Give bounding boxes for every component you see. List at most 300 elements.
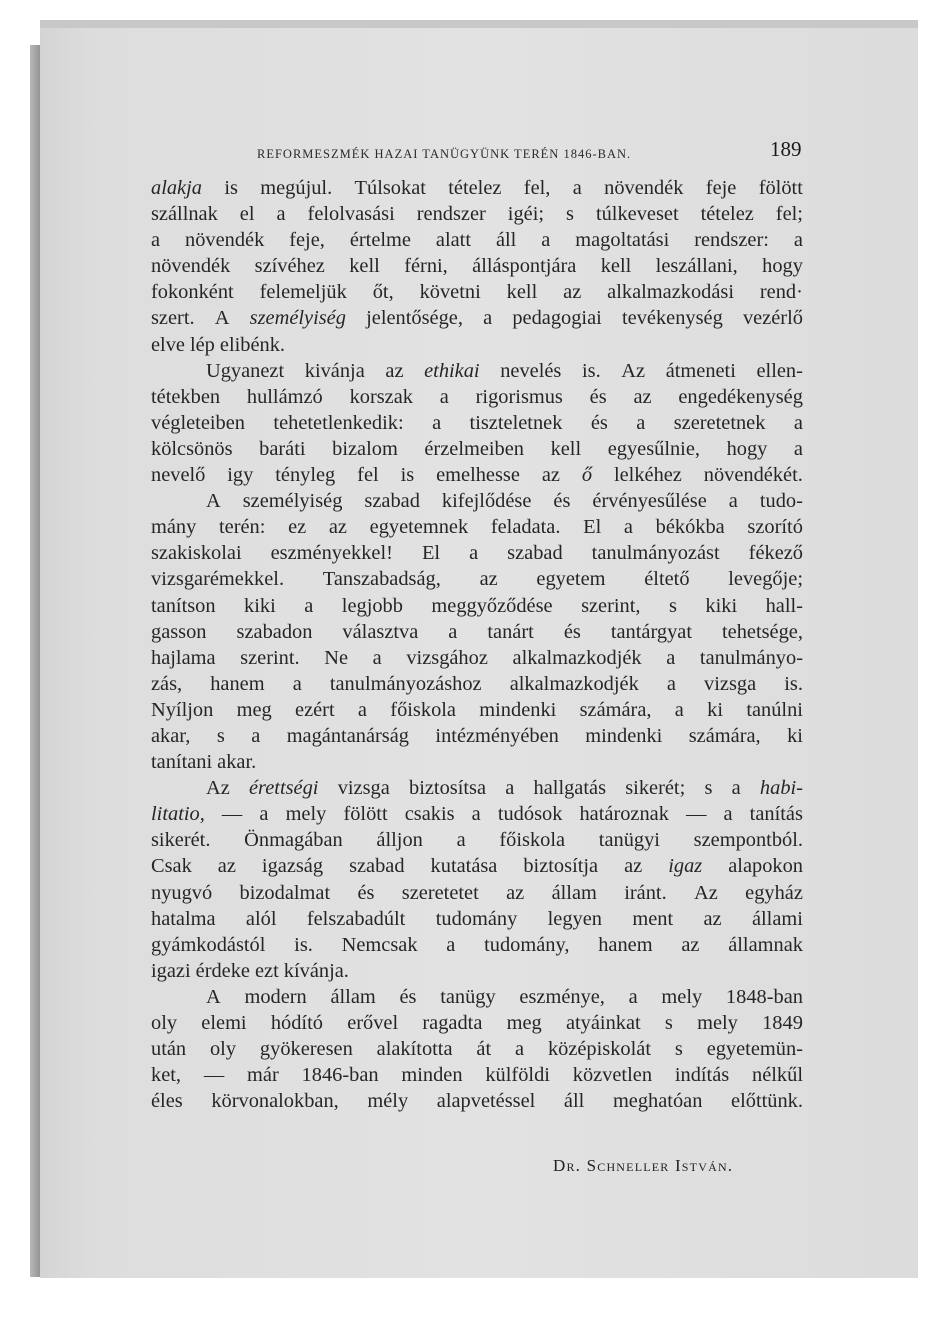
word: magántanárság <box>286 724 409 747</box>
word: körvonalokban, <box>211 1090 339 1113</box>
word: tehetsége, <box>722 620 803 643</box>
word: hatalma <box>151 907 216 930</box>
word: végleteiben <box>151 411 245 434</box>
word: rigorismus <box>475 385 563 408</box>
word: rendszer: <box>694 229 769 252</box>
word: levegője; <box>728 568 803 591</box>
page-number: 189 <box>770 137 802 161</box>
word: őt, <box>372 281 394 304</box>
word: Az <box>206 777 230 800</box>
word: alapvetéssel <box>436 1090 536 1113</box>
word: a <box>541 229 551 252</box>
italic-word: igaz <box>668 855 703 878</box>
word: álljon <box>376 829 423 852</box>
word: szeretetnek <box>673 411 766 434</box>
text-line <box>151 201 803 227</box>
word: közvetlen <box>572 1064 653 1087</box>
word: — <box>221 803 243 826</box>
word: tételez <box>448 177 502 199</box>
word: hanem <box>210 672 265 695</box>
text-line <box>151 749 803 775</box>
word: Túlsokat <box>354 177 426 199</box>
word: jelentősége, <box>366 307 463 330</box>
word: fölött <box>343 803 388 826</box>
word: szabad <box>507 542 563 565</box>
text-line <box>151 880 803 906</box>
text-line <box>151 566 803 592</box>
word: szabad <box>349 855 405 878</box>
word: baráti <box>259 437 306 460</box>
word: akar, <box>151 724 191 747</box>
word: az <box>541 464 560 487</box>
word: igy <box>227 464 254 487</box>
word: a <box>439 385 449 408</box>
word: nyugvó <box>151 881 213 904</box>
word: a <box>636 411 646 434</box>
text-line <box>151 697 803 723</box>
word: ezt <box>254 959 279 982</box>
word: a <box>666 646 676 669</box>
word: oly <box>151 1012 178 1034</box>
word: tantárgyat <box>610 620 692 643</box>
word: és <box>590 411 608 434</box>
word: tanulmányozáshoz <box>329 672 482 695</box>
word: tevékenység <box>621 307 723 330</box>
word: számára, <box>688 724 761 747</box>
text-line <box>151 827 803 853</box>
word: intézményében <box>435 724 559 747</box>
word: magoltatási <box>575 229 670 252</box>
word: az <box>217 855 236 878</box>
word: iránt. <box>624 881 667 904</box>
word: meggyőződése <box>431 594 553 617</box>
word: tudósok <box>497 803 563 826</box>
word: zás, <box>151 672 183 695</box>
word: 1846-ban <box>301 1064 379 1087</box>
text-line <box>151 1062 803 1088</box>
word: a <box>723 803 733 826</box>
word: kivánja <box>304 359 365 382</box>
word: alól <box>245 907 277 930</box>
word: át <box>476 1038 492 1061</box>
word: sikerét; <box>625 777 686 800</box>
text-line <box>151 593 803 619</box>
word: külföldi <box>485 1064 550 1087</box>
word: államnak <box>728 933 803 956</box>
word: átmeneti <box>665 359 736 382</box>
word: és <box>563 620 581 643</box>
italic-word: habi- <box>759 777 803 800</box>
word: szert. <box>151 307 195 330</box>
word: egyház <box>745 881 803 904</box>
word: mely <box>697 1012 738 1034</box>
word: elve <box>151 333 185 356</box>
word: is. <box>784 672 803 695</box>
word: felemeljük <box>259 281 347 304</box>
text-line <box>151 958 803 984</box>
word: éles <box>151 1090 183 1113</box>
word: mely <box>661 985 703 1008</box>
word: leszállani, <box>655 255 738 278</box>
word: szakiskolai <box>151 542 242 565</box>
word: alkalmazkodjék <box>512 646 642 669</box>
word: ket, <box>151 1064 182 1087</box>
word: Ne <box>324 646 349 669</box>
text-line <box>151 853 803 879</box>
word: fel, <box>523 177 551 199</box>
word: alapokon <box>728 855 803 878</box>
word: hogy <box>762 255 803 278</box>
word: igéi; <box>507 203 545 226</box>
word: ez <box>288 516 307 539</box>
word: kell <box>506 281 538 304</box>
word: elemi <box>201 1012 247 1034</box>
word: alakította <box>376 1038 453 1061</box>
word: a <box>448 620 458 643</box>
word: az <box>385 359 404 382</box>
word: érdeke <box>195 959 250 982</box>
word: tehetetlenkedik: <box>273 411 404 434</box>
word: egyetemnek <box>369 516 469 539</box>
word: el <box>239 203 255 226</box>
word: legyen <box>547 907 602 930</box>
text-line <box>151 540 803 566</box>
word: Nemcsak <box>341 933 418 956</box>
word: álláspontjára <box>472 255 577 278</box>
text-line <box>151 384 803 410</box>
word: meg <box>236 698 272 721</box>
italic-word: alakja <box>151 177 202 199</box>
word: fölött <box>758 177 803 199</box>
word: a <box>292 672 302 695</box>
text-line <box>151 227 803 253</box>
word: főiskola <box>499 829 566 852</box>
word: hogy <box>726 437 768 460</box>
word: Tanszabadság, <box>322 568 441 591</box>
italic-word: litatio, <box>151 803 205 826</box>
word: szállnak <box>151 203 218 226</box>
word: nevelés <box>500 359 562 382</box>
word: tanítás <box>749 803 803 826</box>
word: a <box>793 437 803 460</box>
word: a <box>471 803 481 826</box>
word: bizalom <box>332 437 398 460</box>
word: egyesűlnie, <box>607 437 700 460</box>
word: az <box>703 907 722 930</box>
word: fékező <box>748 542 803 565</box>
word: tudo- <box>759 490 803 513</box>
word: lép <box>189 333 215 356</box>
word: a <box>731 777 741 800</box>
word: egyetem <box>536 568 606 591</box>
word: a <box>623 516 633 539</box>
word: számára, <box>579 698 652 721</box>
word: a <box>505 777 515 800</box>
word: tanulmányozást <box>591 542 720 565</box>
word: hanem <box>598 933 653 956</box>
word: éltető <box>644 568 690 591</box>
word: kell <box>600 255 632 278</box>
word: kívánja. <box>283 959 349 982</box>
word: az <box>624 855 643 878</box>
text-line <box>151 1036 803 1062</box>
word: oly <box>209 1038 237 1061</box>
word: az <box>563 281 582 304</box>
text-line <box>151 932 803 958</box>
word: érzelmeiben <box>424 437 524 460</box>
word: a <box>151 229 161 252</box>
word: értelme <box>349 229 411 252</box>
word: alkalmazkodási <box>607 281 734 304</box>
word: s <box>704 777 713 800</box>
word: feladata. <box>490 516 561 539</box>
word: 1849 <box>762 1012 803 1034</box>
text-line <box>151 671 803 697</box>
word: választva <box>342 620 419 643</box>
word: eszménye, <box>519 985 605 1008</box>
word: a <box>357 698 367 721</box>
text-line <box>151 436 803 462</box>
text-line <box>151 1088 803 1114</box>
word: kiki <box>705 594 738 617</box>
word: — <box>686 803 707 826</box>
word: minden <box>401 1064 463 1087</box>
word: a <box>469 542 479 565</box>
word: terén: <box>218 516 266 539</box>
word: 1848-ban <box>725 985 803 1008</box>
word: A <box>206 490 221 513</box>
word: A <box>214 307 230 330</box>
word: és <box>357 881 375 904</box>
word: mindenki <box>479 698 557 721</box>
word: tiszteletnek <box>469 411 563 434</box>
text-line <box>151 1010 803 1036</box>
word: vezérlő <box>742 307 803 330</box>
word: hall- <box>765 594 803 617</box>
word: Csak <box>151 855 192 878</box>
word: szeretetet <box>401 881 479 904</box>
word: sikerét. <box>151 829 211 852</box>
word: gyökeresen <box>259 1038 353 1061</box>
word: szerint. <box>240 646 300 669</box>
word: legjobb <box>341 594 403 617</box>
word: Az <box>694 881 718 904</box>
word: is <box>224 177 238 199</box>
text-line <box>151 984 803 1010</box>
word: szabad <box>364 490 420 513</box>
word: hajlama <box>151 646 216 669</box>
word: is. <box>294 933 313 956</box>
text-line <box>151 723 803 749</box>
word: gasson <box>151 620 207 643</box>
word: vizsga <box>337 777 390 800</box>
word: ki <box>787 724 803 747</box>
word: egyetemün- <box>706 1038 803 1061</box>
word: nevelő <box>151 464 206 487</box>
word: érvényesűlése <box>592 490 707 513</box>
italic-word: személyiség <box>249 307 346 330</box>
word: ellen- <box>756 359 803 382</box>
text-line <box>151 332 803 358</box>
word: túlkeveset <box>595 203 679 226</box>
word: feje, <box>289 229 325 252</box>
word: hódító <box>270 1012 323 1034</box>
word: ragadta <box>422 1012 483 1034</box>
word: személyiség <box>242 490 343 513</box>
word: az <box>479 568 498 591</box>
word: eszményekkel! <box>270 542 393 565</box>
word: a <box>304 594 314 617</box>
word: a <box>728 490 738 513</box>
word: gyámkodástól <box>151 933 266 956</box>
word: meghatóan <box>612 1090 703 1113</box>
word: középiskolát <box>547 1038 651 1061</box>
word: felolvasási <box>307 203 395 226</box>
word: követni <box>419 281 481 304</box>
word: növendék <box>151 255 231 278</box>
text-line <box>151 253 803 279</box>
word: — <box>203 1064 225 1087</box>
word: az <box>506 881 525 904</box>
word: már <box>247 1064 279 1087</box>
word: előttünk. <box>731 1090 803 1113</box>
word: tanítson <box>151 594 216 617</box>
word: a <box>793 229 803 252</box>
word: a <box>628 985 638 1008</box>
word: tanügy <box>440 985 496 1008</box>
word: Ugyanezt <box>206 359 285 382</box>
word: s <box>674 1038 683 1061</box>
word: is <box>400 464 415 487</box>
text-line <box>151 410 803 436</box>
word: a <box>456 829 466 852</box>
running-head: REFORMESZMÉK HAZAI TANÜGYÜNK TERÉN 1846-BAN. <box>257 147 632 161</box>
word: igazság <box>261 855 324 878</box>
word: a <box>666 672 676 695</box>
word: és <box>399 985 417 1008</box>
word: megújul. <box>260 177 333 199</box>
word: mány <box>151 516 197 539</box>
word: áll <box>563 1090 585 1113</box>
word: nélkűl <box>752 1064 803 1087</box>
word: kell <box>550 437 582 460</box>
word: Önmagában <box>244 829 343 852</box>
word: tanúlni <box>746 698 803 721</box>
word: mindenki <box>585 724 663 747</box>
word: növendék <box>604 177 684 199</box>
word: férni, <box>404 255 448 278</box>
word: állam <box>330 985 376 1008</box>
word: és <box>589 385 607 408</box>
word: tudomány <box>435 907 518 930</box>
paper-top-edge <box>40 20 918 28</box>
word: engedékenység <box>678 385 803 408</box>
word: tétekben <box>151 385 221 408</box>
word: kölcsönös <box>151 437 233 460</box>
text-line <box>151 488 803 514</box>
word: s <box>664 1012 673 1034</box>
word: atyáinkat <box>565 1012 641 1034</box>
word: biztosítsa <box>409 777 487 800</box>
text-line <box>151 775 803 801</box>
word: a <box>572 177 582 199</box>
word: békókba <box>655 516 725 539</box>
word: szívéhez <box>254 255 325 278</box>
word: fel <box>357 464 379 487</box>
text-line <box>151 279 803 305</box>
word: szerint, <box>581 594 641 617</box>
word: mely <box>285 803 327 826</box>
word: indítás <box>674 1064 730 1087</box>
word: szempontból. <box>693 829 803 852</box>
word: és <box>553 490 571 513</box>
word: erővel <box>347 1012 399 1034</box>
word: után <box>151 1038 187 1061</box>
word: hullámzó <box>246 385 323 408</box>
text-line <box>151 462 803 488</box>
text-line <box>151 801 803 827</box>
word: tényleg <box>275 464 336 487</box>
word: meg <box>506 1012 542 1034</box>
word: a <box>674 698 684 721</box>
word: biztosítja <box>523 855 599 878</box>
word: Nyíljon <box>151 698 214 721</box>
italic-word: ő <box>581 464 593 487</box>
text-line <box>151 645 803 671</box>
word: El <box>583 516 602 539</box>
word: áll <box>495 229 517 252</box>
word: s <box>566 203 574 226</box>
author-signature: Dr. Schneller István. <box>553 1156 734 1175</box>
word: El <box>421 542 441 565</box>
word: vizsgához <box>406 646 488 669</box>
word: ment <box>632 907 674 930</box>
word: ezért <box>295 698 335 721</box>
text-line <box>151 906 803 932</box>
word: tudomány, <box>484 933 570 956</box>
word: a <box>793 411 803 434</box>
word: rend· <box>759 281 803 304</box>
word: tételez <box>700 203 754 226</box>
text-line <box>151 514 803 540</box>
word: kifejlődése <box>441 490 532 513</box>
word: állami <box>751 907 803 930</box>
word: növendék <box>185 229 265 252</box>
word: A <box>206 985 221 1008</box>
word: a <box>259 803 269 826</box>
word: rendszer <box>416 203 486 226</box>
word: tanítani <box>151 751 213 774</box>
word: kutatása <box>430 855 498 878</box>
word: fokonként <box>151 281 234 304</box>
word: elibénk. <box>219 333 286 356</box>
word: emelhesse <box>436 464 520 487</box>
italic-word: ethikai <box>424 359 480 382</box>
text-line <box>151 619 803 645</box>
word: bizodalmat <box>239 881 331 904</box>
word: feje <box>705 177 737 199</box>
word: határoznak <box>579 803 669 826</box>
word: alatt <box>435 229 471 252</box>
word: ki <box>707 698 724 721</box>
italic-word: érettségi <box>249 777 319 800</box>
word: állam <box>551 881 597 904</box>
word: a <box>446 933 456 956</box>
word: mély <box>367 1090 409 1113</box>
word: alkalmazkodjék <box>509 672 639 695</box>
text-line <box>151 175 803 201</box>
word: modern <box>244 985 307 1008</box>
